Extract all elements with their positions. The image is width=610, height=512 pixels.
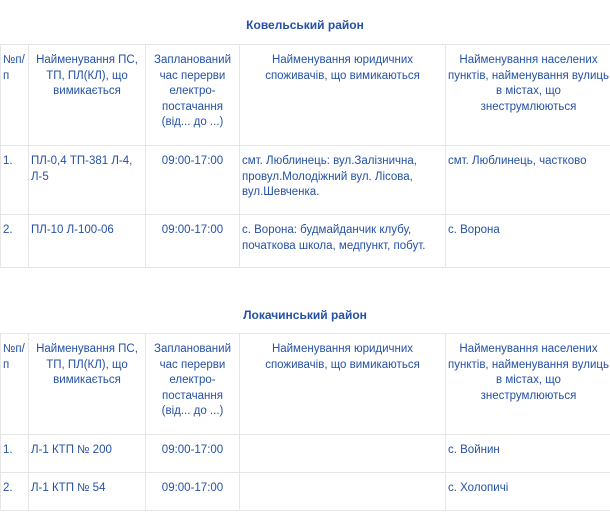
row-time: 09:00-17:00 — [146, 215, 240, 268]
table-row — [1, 473, 610, 511]
table-header-row — [1, 45, 610, 146]
row-consumers: с. Ворона: будмайданчик клубу, початкова школа, медпункт, побут. — [240, 215, 446, 268]
row-object: ПЛ-10 Л-100-06 — [29, 215, 146, 268]
header-object: Найменування ПС, ТП, ПЛ(КЛ), що вимикається — [29, 45, 146, 146]
header-settlements: Найменування населених пунктів, найменування вулиць в містах, що знеструмлюються — [446, 334, 610, 435]
row-time: 09:00-17:00 — [146, 146, 240, 215]
row-consumers — [240, 435, 446, 473]
table-row — [1, 215, 610, 268]
row-object: Л-1 КТП № 200 — [29, 435, 146, 473]
table-row — [1, 435, 610, 473]
row-object: ПЛ-0,4 ТП-381 Л-4, Л-5 — [29, 146, 146, 215]
row-consumers: смт. Люблинець: вул.Залізнична, провул.Молодіжний вул. Лісова, вул.Шевченка. — [240, 146, 446, 215]
row-num: 2. — [1, 215, 29, 268]
row-time: 09:00-17:00 — [146, 435, 240, 473]
header-num: №п/п — [1, 45, 29, 146]
row-num: 1. — [1, 435, 29, 473]
row-consumers — [240, 473, 446, 511]
header-time: Запланований час перерви електро-постачання (від... до ...) — [146, 45, 240, 146]
header-num: №п/п — [1, 334, 29, 435]
header-object: Найменування ПС, ТП, ПЛ(КЛ), що вимикається — [29, 334, 146, 435]
header-consumers: Найменування юридичних споживачів, що вимикаються — [240, 334, 446, 435]
row-settlements: смт. Люблинець, частково — [446, 146, 610, 215]
header-settlements: Найменування населених пунктів, найменування вулиць в містах, що знеструмлюються — [446, 45, 610, 146]
row-num: 2. — [1, 473, 29, 511]
district-title-lokachi: Локачинський район — [243, 308, 367, 322]
row-object: Л-1 КТП № 54 — [29, 473, 146, 511]
row-settlements: с. Ворона — [446, 215, 610, 268]
table-header-row — [1, 334, 610, 435]
outage-table-kovel — [0, 44, 610, 268]
outage-table-lokachi — [0, 333, 610, 511]
table-row — [1, 146, 610, 215]
header-time: Запланований час перерви електро-постачання (від... до ...) — [146, 334, 240, 435]
row-num: 1. — [1, 146, 29, 215]
row-time: 09:00-17:00 — [146, 473, 240, 511]
row-settlements: с. Холопичі — [446, 473, 610, 511]
header-consumers: Найменування юридичних споживачів, що вимикаються — [240, 45, 446, 146]
district-title-kovel: Ковельський район — [246, 18, 364, 32]
row-settlements: с. Войнин — [446, 435, 610, 473]
